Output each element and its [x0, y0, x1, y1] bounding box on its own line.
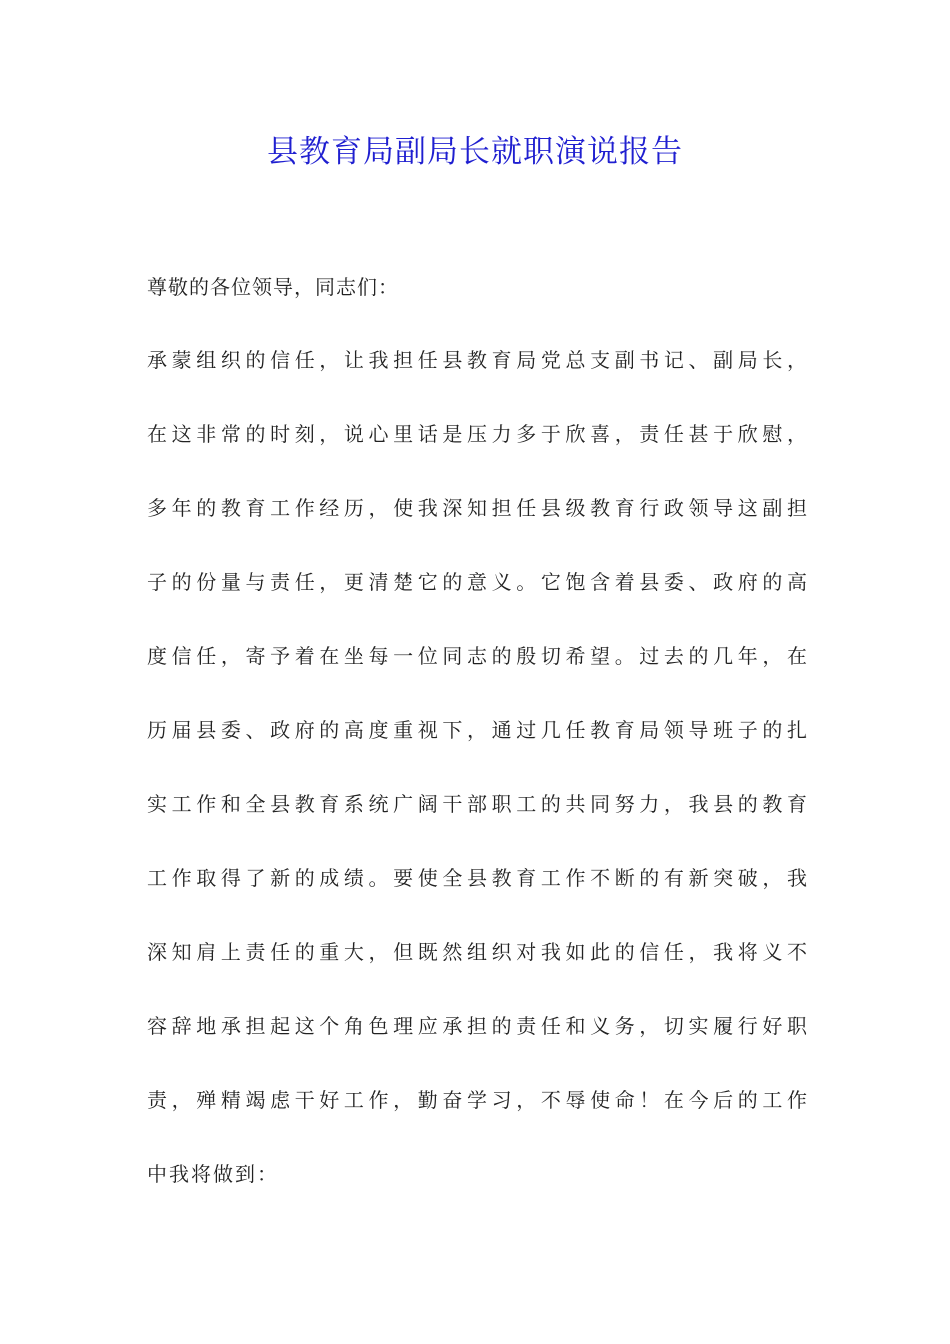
paragraph-line: 多年的教育工作经历，使我深知担任县级教育行政领导这副担 [147, 496, 807, 520]
paragraph-line: 深知肩上责任的重大，但既然组织对我如此的信任，我将义不 [147, 940, 807, 964]
body-paragraph [147, 323, 807, 1211]
paragraph-line: 历届县委、政府的高度重视下，通过几任教育局领导班子的扎 [147, 718, 807, 742]
paragraph-line: 度信任，寄予着在坐每一位同志的殷切希望。过去的几年，在 [147, 644, 807, 668]
paragraph-line: 承蒙组织的信任，让我担任县教育局党总支副书记、副局长， [147, 348, 807, 372]
paragraph-line: 责，殚精竭虑干好工作，勤奋学习，不辱使命！在今后的工作 [147, 1088, 807, 1112]
paragraph-line: 在这非常的时刻，说心里话是压力多于欣喜，责任甚于欣慰， [147, 422, 807, 446]
document-title: 县教育局副局长就职演说报告 [267, 134, 683, 170]
paragraph-line: 中我将做到： [147, 1162, 279, 1186]
paragraph-line: 工作取得了新的成绩。要使全县教育工作不断的有新突破，我 [147, 866, 807, 890]
salutation: 尊敬的各位领导，同志们： [147, 275, 399, 299]
paragraph-line: 容辞地承担起这个角色理应承担的责任和义务，切实履行好职 [147, 1014, 807, 1038]
paragraph-line: 子的份量与责任，更清楚它的意义。它饱含着县委、政府的高 [147, 570, 807, 594]
paragraph-line: 实工作和全县教育系统广阔干部职工的共同努力，我县的教育 [147, 792, 807, 816]
